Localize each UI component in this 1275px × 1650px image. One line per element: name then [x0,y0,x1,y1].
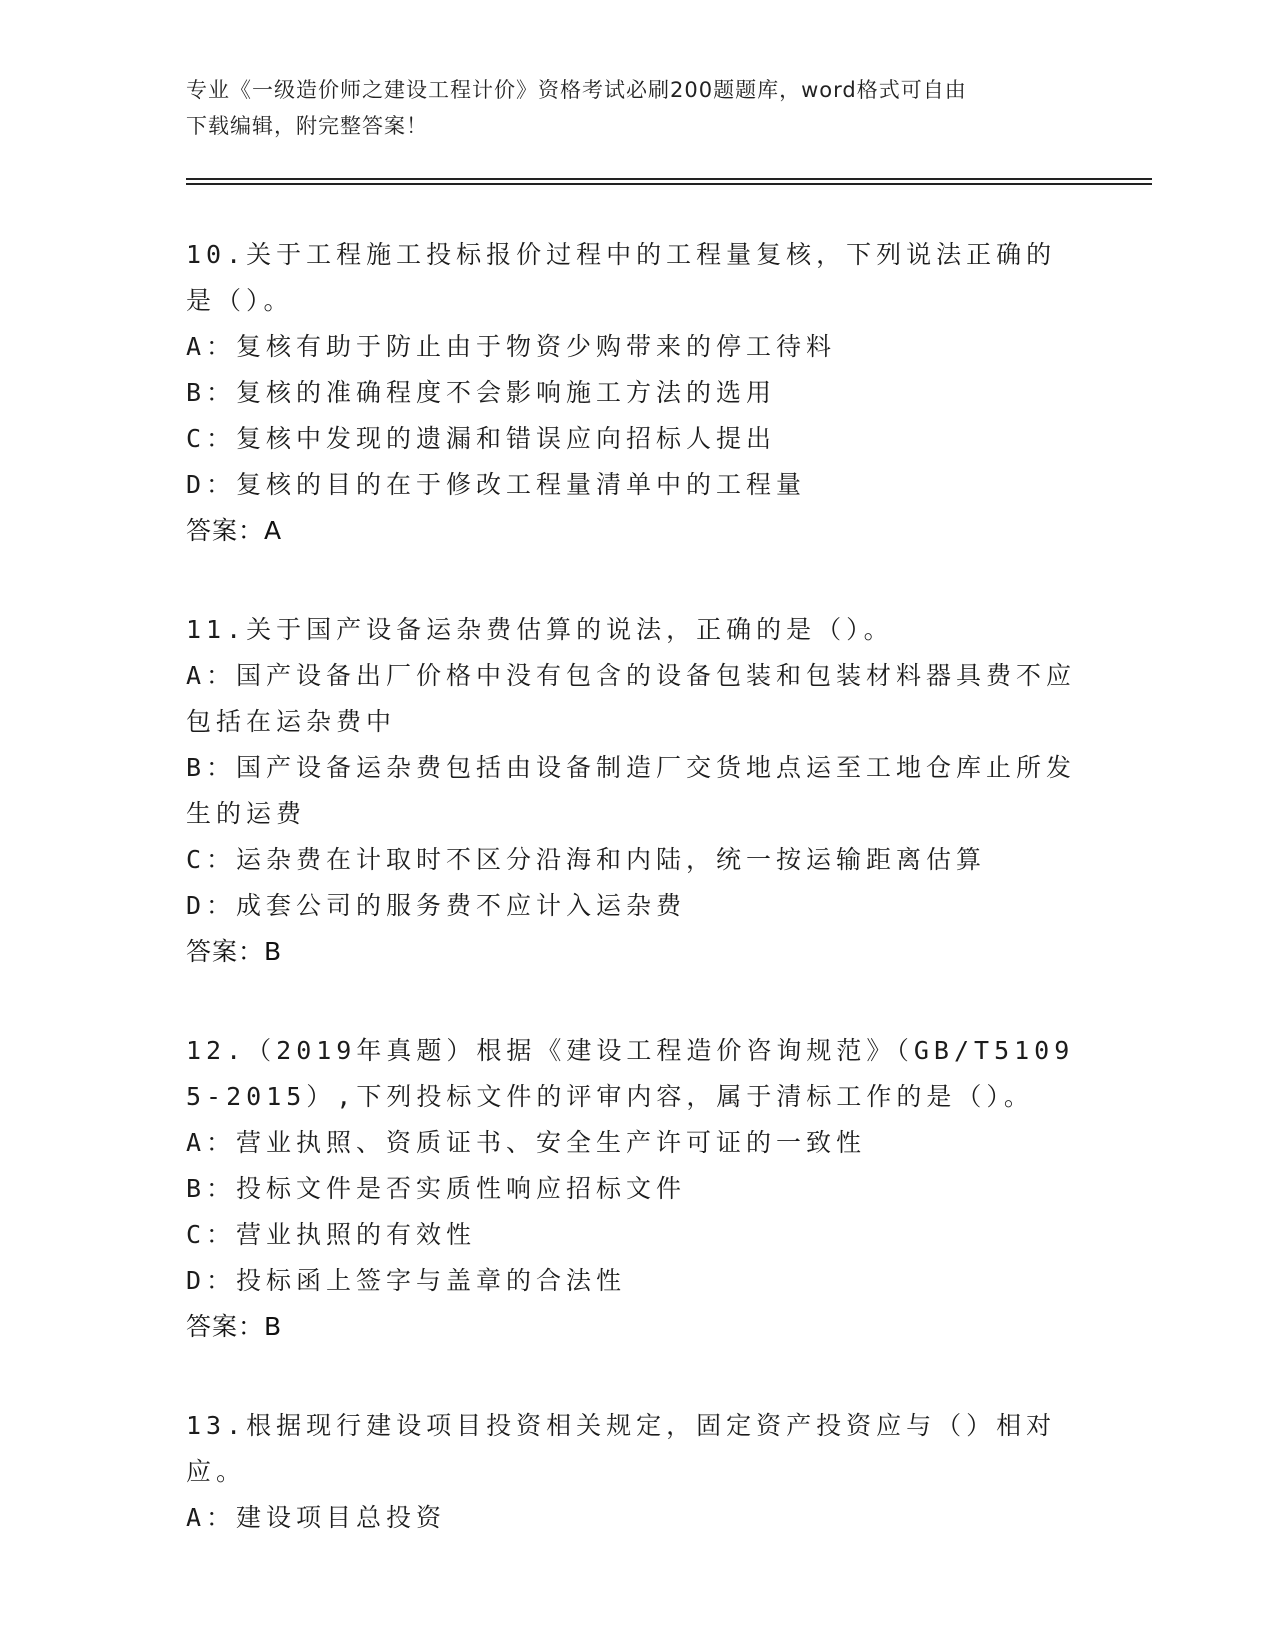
header-line-2: 下载编辑，附完整答案！ [186,114,428,138]
answer-label: 答案：A [186,516,283,545]
option-b: B：国产设备运杂费包括由设备制造厂交货地点运至工地仓库止所发生的运费 [186,753,1077,828]
option-a: A：建设项目总投资 [186,1503,447,1532]
question-stem: 12.（2019年真题）根据《建设工程造价咨询规范》（GB/T51095-2015）,下列投标文件的评审内容，属于清标工作的是（）。 [186,1036,1075,1111]
header-divider-top [186,178,1152,180]
document-header [186,72,1066,144]
question-12 [186,1028,1086,1350]
option-c: C：营业执照的有效性 [186,1220,477,1249]
header-divider-bottom [186,183,1152,185]
option-b: B：投标文件是否实质性响应招标文件 [186,1174,687,1203]
question-11 [186,607,1086,975]
option-c: C：运杂费在计取时不区分沿海和内陆，统一按运输距离估算 [186,845,987,874]
header-line-1: 专业《一级造价师之建设工程计价》资格考试必刷200题题库，word格式可自由 [186,78,967,102]
option-c: C：复核中发现的遗漏和错误应向招标人提出 [186,424,777,453]
question-list [186,232,1086,1594]
question-stem: 13.根据现行建设项目投资相关规定，固定资产投资应与（）相对应。 [186,1411,1057,1486]
option-d: D：复核的目的在于修改工程量清单中的工程量 [186,470,807,499]
option-d: D：成套公司的服务费不应计入运杂费 [186,891,687,920]
option-b: B：复核的准确程度不会影响施工方法的选用 [186,378,777,407]
option-a: A：国产设备出厂价格中没有包含的设备包装和包装材料器具费不应包括在运杂费中 [186,661,1077,736]
option-a: A：营业执照、资质证书、安全生产许可证的一致性 [186,1128,867,1157]
option-d: D：投标函上签字与盖章的合法性 [186,1266,627,1295]
question-stem: 10.关于工程施工投标报价过程中的工程量复核，下列说法正确的是（）。 [186,240,1057,315]
question-10 [186,232,1086,554]
question-13 [186,1403,1086,1541]
question-stem: 11.关于国产设备运杂费估算的说法，正确的是（）。 [186,615,894,644]
answer-label: 答案：B [186,1312,283,1341]
option-a: A：复核有助于防止由于物资少购带来的停工待料 [186,332,837,361]
answer-label: 答案：B [186,937,283,966]
